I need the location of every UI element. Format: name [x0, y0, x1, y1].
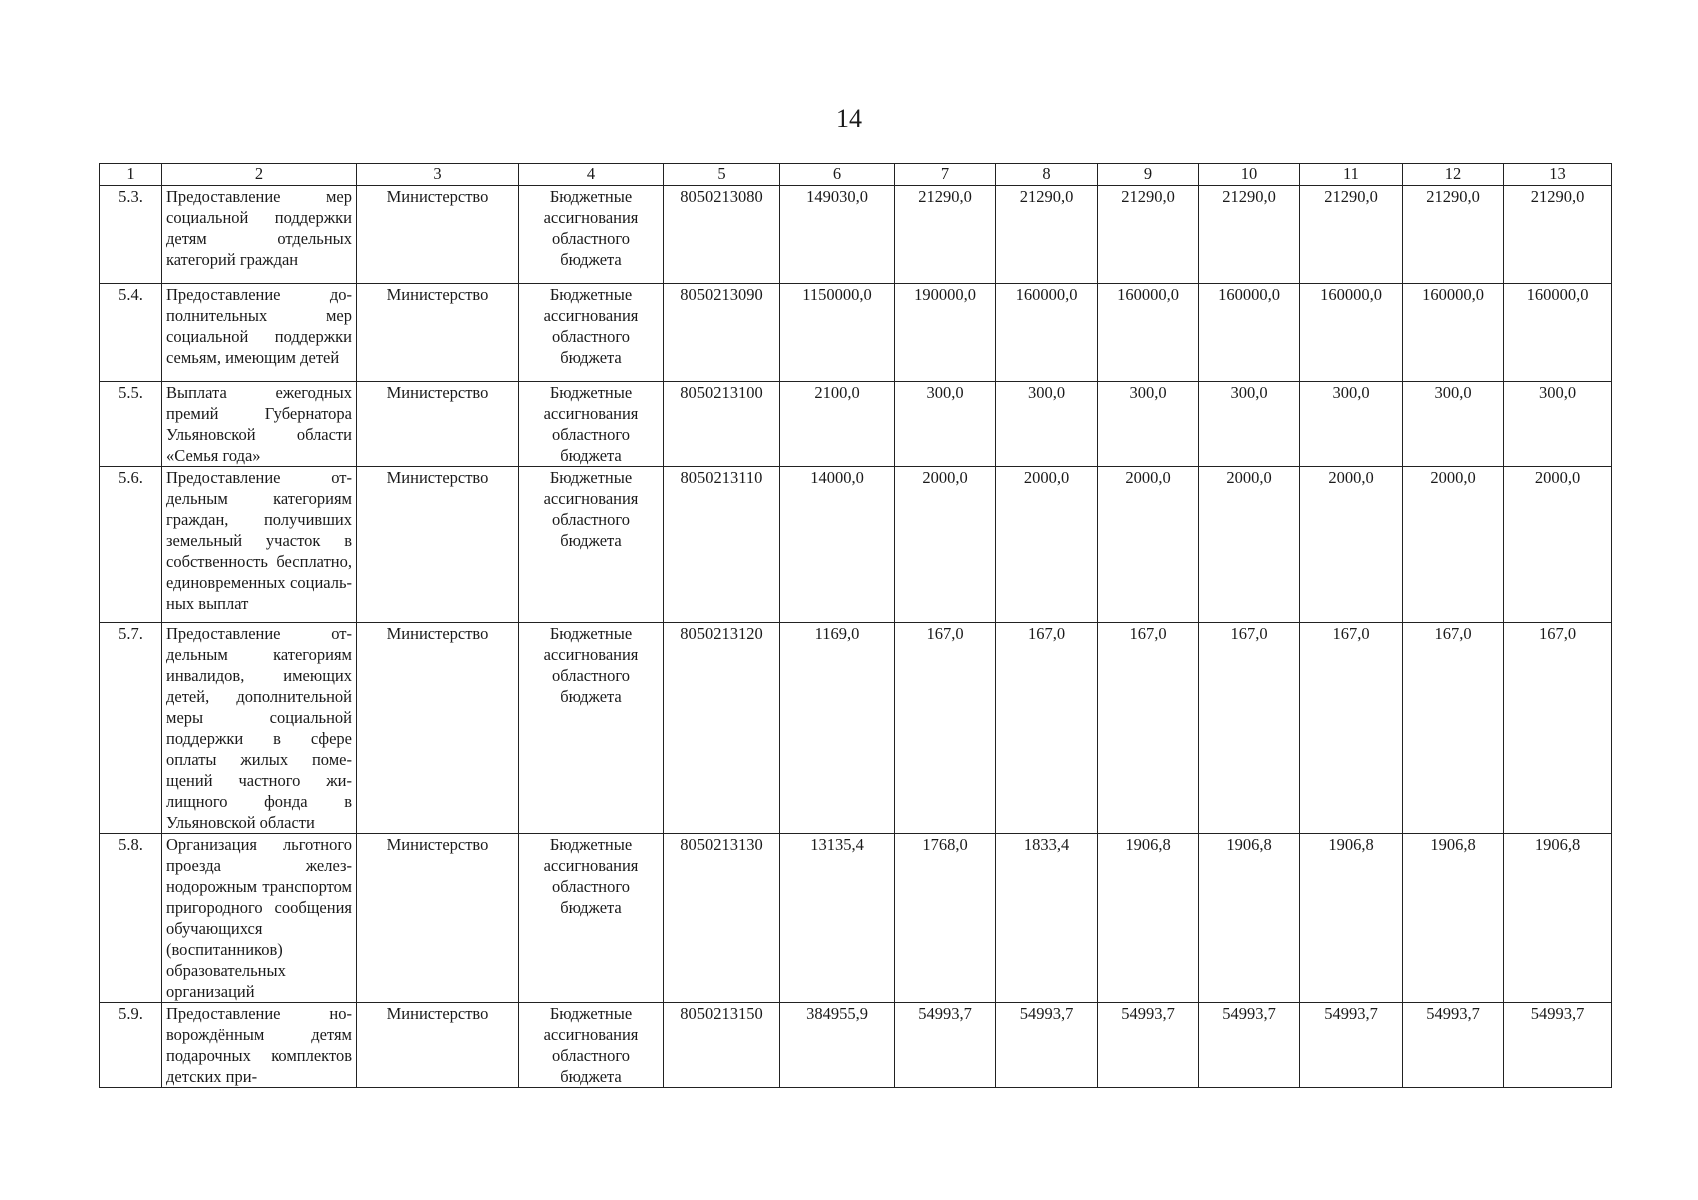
amount-col-9: 54993,7	[1098, 1003, 1199, 1088]
budget-code: 8050213100	[664, 382, 780, 467]
measure-name: Предоставление новорождённым детям подарочных комплектов детских при-	[162, 1003, 357, 1088]
column-header-4: 4	[519, 164, 664, 186]
executor: Министерство	[357, 284, 519, 382]
amount-col-12: 300,0	[1403, 382, 1504, 467]
funding-source: Бюджетные ассигнования областного бюджета	[519, 623, 664, 834]
measure-name: Предоставление мер социальной поддержки детям отдельных категорий граждан	[162, 186, 357, 284]
amount-col-11: 2000,0	[1300, 467, 1403, 623]
amount-col-13: 300,0	[1504, 382, 1612, 467]
amount-col-10: 54993,7	[1199, 1003, 1300, 1088]
amount-col-12: 54993,7	[1403, 1003, 1504, 1088]
amount-col-6: 384955,9	[780, 1003, 895, 1088]
column-header-9: 9	[1098, 164, 1199, 186]
amount-col-8: 1833,4	[996, 834, 1098, 1003]
amount-col-13: 21290,0	[1504, 186, 1612, 284]
row-number: 5.3.	[100, 186, 162, 284]
budget-code: 8050213120	[664, 623, 780, 834]
row-number: 5.8.	[100, 834, 162, 1003]
amount-col-6: 1150000,0	[780, 284, 895, 382]
column-header-12: 12	[1403, 164, 1504, 186]
column-header-3: 3	[357, 164, 519, 186]
table-row	[100, 467, 1612, 623]
amount-col-8: 54993,7	[996, 1003, 1098, 1088]
measure-name: Выплата ежегодных премий Губернатора Ульяновской области «Семья года»	[162, 382, 357, 467]
measure-name: Предоставление отдельным категориям инвалидов, имеющих детей, дополнительной меры социальной поддержки в сфере оплаты жилых помещений частного жилищного фонда в Ульяновской области	[162, 623, 357, 834]
table-row	[100, 834, 1612, 1003]
amount-col-7: 1768,0	[895, 834, 996, 1003]
column-header-11: 11	[1300, 164, 1403, 186]
amount-col-6: 149030,0	[780, 186, 895, 284]
page-number: 14	[836, 104, 862, 133]
column-header-8: 8	[996, 164, 1098, 186]
amount-col-12: 167,0	[1403, 623, 1504, 834]
amount-col-9: 2000,0	[1098, 467, 1199, 623]
amount-col-8: 2000,0	[996, 467, 1098, 623]
amount-col-11: 1906,8	[1300, 834, 1403, 1003]
amount-col-9: 300,0	[1098, 382, 1199, 467]
funding-source: Бюджетные ассигнования областного бюджета	[519, 834, 664, 1003]
amount-col-7: 54993,7	[895, 1003, 996, 1088]
amount-col-13: 54993,7	[1504, 1003, 1612, 1088]
amount-col-10: 1906,8	[1199, 834, 1300, 1003]
column-number-header-row	[100, 164, 1612, 186]
budget-code: 8050213130	[664, 834, 780, 1003]
amount-col-7: 190000,0	[895, 284, 996, 382]
funding-source: Бюджетные ассигнования областного бюджета	[519, 467, 664, 623]
executor: Министерство	[357, 382, 519, 467]
funding-source: Бюджетные ассигнования областного бюджета	[519, 284, 664, 382]
column-header-13: 13	[1504, 164, 1612, 186]
executor: Министерство	[357, 834, 519, 1003]
amount-col-12: 1906,8	[1403, 834, 1504, 1003]
measure-name: Организация льготного проезда железнодорожным транспортом пригородного сообщения обучающихся (воспитанников) образовательных организаций	[162, 834, 357, 1003]
budget-code: 8050213080	[664, 186, 780, 284]
amount-col-10: 2000,0	[1199, 467, 1300, 623]
amount-col-13: 167,0	[1504, 623, 1612, 834]
table-row	[100, 623, 1612, 834]
amount-col-7: 21290,0	[895, 186, 996, 284]
column-header-10: 10	[1199, 164, 1300, 186]
amount-col-11: 167,0	[1300, 623, 1403, 834]
amount-col-12: 2000,0	[1403, 467, 1504, 623]
column-header-7: 7	[895, 164, 996, 186]
amount-col-9: 21290,0	[1098, 186, 1199, 284]
table-row	[100, 284, 1612, 382]
table-row	[100, 382, 1612, 467]
amount-col-10: 167,0	[1199, 623, 1300, 834]
column-header-5: 5	[664, 164, 780, 186]
column-header-2: 2	[162, 164, 357, 186]
column-header-1: 1	[100, 164, 162, 186]
amount-col-12: 160000,0	[1403, 284, 1504, 382]
amount-col-7: 167,0	[895, 623, 996, 834]
amount-col-7: 2000,0	[895, 467, 996, 623]
amount-col-6: 14000,0	[780, 467, 895, 623]
amount-col-8: 167,0	[996, 623, 1098, 834]
row-number: 5.6.	[100, 467, 162, 623]
amount-col-13: 160000,0	[1504, 284, 1612, 382]
executor: Министерство	[357, 186, 519, 284]
row-number: 5.9.	[100, 1003, 162, 1088]
measure-name: Предоставление отдельным категориям граждан, получивших земельный участок в собственность бесплатно, единовременных социальных выплат	[162, 467, 357, 623]
amount-col-10: 21290,0	[1199, 186, 1300, 284]
row-number: 5.4.	[100, 284, 162, 382]
table-body	[100, 186, 1612, 1088]
executor: Министерство	[357, 623, 519, 834]
amount-col-11: 21290,0	[1300, 186, 1403, 284]
amount-col-11: 160000,0	[1300, 284, 1403, 382]
amount-col-7: 300,0	[895, 382, 996, 467]
budget-code: 8050213150	[664, 1003, 780, 1088]
amount-col-11: 300,0	[1300, 382, 1403, 467]
funding-source: Бюджетные ассигнования областного бюджета	[519, 1003, 664, 1088]
measure-name: Предоставление дополнительных мер социальной поддержки семьям, имеющим детей	[162, 284, 357, 382]
amount-col-9: 167,0	[1098, 623, 1199, 834]
budget-code: 8050213090	[664, 284, 780, 382]
amount-col-6: 13135,4	[780, 834, 895, 1003]
amount-col-9: 1906,8	[1098, 834, 1199, 1003]
amount-col-10: 160000,0	[1199, 284, 1300, 382]
amount-col-6: 2100,0	[780, 382, 895, 467]
amount-col-8: 160000,0	[996, 284, 1098, 382]
column-header-6: 6	[780, 164, 895, 186]
amount-col-6: 1169,0	[780, 623, 895, 834]
amount-col-13: 1906,8	[1504, 834, 1612, 1003]
table-row	[100, 186, 1612, 284]
budget-code: 8050213110	[664, 467, 780, 623]
executor: Министерство	[357, 1003, 519, 1088]
amount-col-9: 160000,0	[1098, 284, 1199, 382]
row-number: 5.5.	[100, 382, 162, 467]
budget-table	[99, 163, 1612, 1088]
table-row	[100, 1003, 1612, 1088]
executor: Министерство	[357, 467, 519, 623]
row-number: 5.7.	[100, 623, 162, 834]
amount-col-10: 300,0	[1199, 382, 1300, 467]
amount-col-13: 2000,0	[1504, 467, 1612, 623]
amount-col-11: 54993,7	[1300, 1003, 1403, 1088]
amount-col-12: 21290,0	[1403, 186, 1504, 284]
amount-col-8: 21290,0	[996, 186, 1098, 284]
funding-source: Бюджетные ассигнования областного бюджета	[519, 186, 664, 284]
funding-source: Бюджетные ассигнования областного бюджета	[519, 382, 664, 467]
amount-col-8: 300,0	[996, 382, 1098, 467]
